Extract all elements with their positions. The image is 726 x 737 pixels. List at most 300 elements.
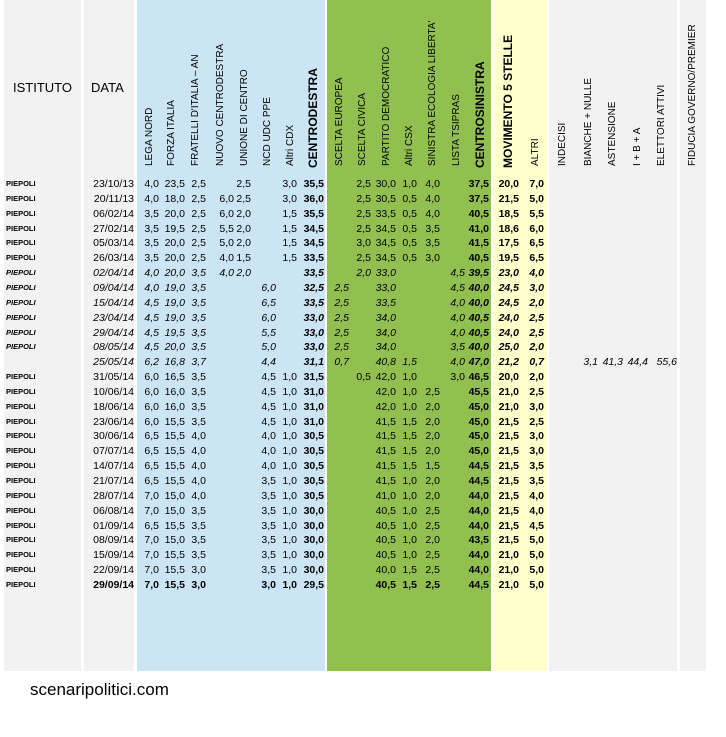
row-value: 19,5 xyxy=(164,326,185,339)
row-value: 7,0 xyxy=(144,504,159,517)
row-date: 26/03/14 xyxy=(93,252,134,265)
row-value: 45,0 xyxy=(468,400,489,413)
row-value: 21,5 xyxy=(498,192,519,205)
row-value: 6,0 xyxy=(219,192,234,205)
row-value: 15,5 xyxy=(164,445,185,458)
row-value: 21,0 xyxy=(498,549,519,562)
header-bianche-nulle: BIANCHE + NULLE xyxy=(583,77,594,166)
row-value: 2,5 xyxy=(334,281,349,294)
row-value: 45,5 xyxy=(468,385,489,398)
row-value: 41,0 xyxy=(468,222,489,235)
row-value: 4,0 xyxy=(450,326,465,339)
header-fratelli-italia: FRATELLI D'ITALIA – AN xyxy=(190,54,201,166)
row-value: 2,5 xyxy=(529,415,544,428)
row-value: 1,0 xyxy=(282,534,297,547)
row-value: 24,0 xyxy=(498,326,519,339)
row-value: 1,0 xyxy=(282,371,297,384)
row-value: 41,5 xyxy=(375,460,396,473)
row-value: 3,0 xyxy=(529,281,544,294)
row-value: 30,5 xyxy=(303,430,324,443)
header-centrodestra: CENTRODESTRA xyxy=(306,67,320,168)
row-date: 21/07/14 xyxy=(93,475,134,487)
row-value: 34,0 xyxy=(375,326,396,339)
header-data: DATA xyxy=(91,80,124,95)
row-value: 4,5 xyxy=(144,326,159,339)
row-value: 21,5 xyxy=(498,475,519,487)
header-unione-di-centro: UNIONE DI CENTRO xyxy=(239,69,250,166)
row-value: 30,5 xyxy=(303,475,324,487)
row-value: 30,5 xyxy=(375,192,396,205)
header-i-b-a: I + B + A xyxy=(632,127,643,166)
row-value: 1,0 xyxy=(402,534,417,547)
row-value: 6,5 xyxy=(144,519,159,532)
row-value: 3,5 xyxy=(191,341,206,354)
row-value: 15,5 xyxy=(164,519,185,532)
row-value: 1,5 xyxy=(282,237,297,250)
row-date: 06/08/14 xyxy=(93,504,134,517)
row-value: 3,5 xyxy=(191,400,206,413)
row-value: 40,0 xyxy=(375,564,396,577)
header-sel: SINISTRA ECOLOGIA LIBERTA' xyxy=(427,20,438,166)
row-value: 1,5 xyxy=(402,430,417,443)
row-value: 6,0 xyxy=(144,385,159,398)
row-value: 33,0 xyxy=(303,341,324,354)
row-date: 30/06/14 xyxy=(93,430,134,443)
row-value: 20,0 xyxy=(164,267,185,280)
row-value: 23,0 xyxy=(498,267,519,280)
row-value: 21,0 xyxy=(498,564,519,577)
row-value: 2,5 xyxy=(425,504,440,517)
row-date: 10/06/14 xyxy=(93,385,134,398)
row-value: 4,0 xyxy=(261,460,276,473)
row-value: 44,0 xyxy=(468,549,489,562)
row-value: 1,5 xyxy=(402,356,417,369)
row-value: 3,0 xyxy=(191,564,206,577)
row-value: 19,0 xyxy=(164,281,185,294)
row-value: 4,0 xyxy=(261,430,276,443)
row-value: 1,5 xyxy=(236,252,251,265)
row-value: 2,5 xyxy=(356,222,371,235)
row-value: 21,5 xyxy=(498,460,519,473)
row-value: 6,2 xyxy=(144,356,159,369)
row-value: 19,0 xyxy=(164,311,185,324)
row-date: 15/09/14 xyxy=(93,549,134,562)
row-value: 45,0 xyxy=(468,430,489,443)
row-value: 3,0 xyxy=(191,578,206,591)
row-value: 3,5 xyxy=(261,564,276,577)
row-value: 15,5 xyxy=(164,430,185,443)
row-value: 41,5 xyxy=(468,237,489,250)
row-value: 3,5 xyxy=(144,222,159,235)
row-value: 2,5 xyxy=(334,296,349,309)
row-value: 6,5 xyxy=(144,430,159,443)
row-date: 07/07/14 xyxy=(93,445,134,458)
row-value: 6,5 xyxy=(261,296,276,309)
row-value: 1,0 xyxy=(282,415,297,428)
row-value: 6,0 xyxy=(219,207,234,220)
row-value: 21,0 xyxy=(498,578,519,591)
row-value: 3,5 xyxy=(425,237,440,250)
header-centrosinistra: CENTROSINISTRA xyxy=(473,61,487,168)
row-value: 40,0 xyxy=(468,341,489,354)
row-value: 2,0 xyxy=(425,475,440,487)
row-value: 44,0 xyxy=(468,564,489,577)
row-value: 4,0 xyxy=(144,281,159,294)
row-value: 4,5 xyxy=(529,519,544,532)
row-value: 4,0 xyxy=(191,445,206,458)
row-date: 15/04/14 xyxy=(93,296,134,309)
row-value: 34,5 xyxy=(375,237,396,250)
row-value: 19,5 xyxy=(164,222,185,235)
row-value: 6,5 xyxy=(144,475,159,487)
row-value: 20,0 xyxy=(164,252,185,265)
row-value: 2,0 xyxy=(236,267,251,280)
row-value: 1,5 xyxy=(282,207,297,220)
row-value: 1,0 xyxy=(282,564,297,577)
row-value: 0,5 xyxy=(356,371,371,384)
row-value: 6,0 xyxy=(144,400,159,413)
row-value: 21,2 xyxy=(498,356,519,369)
row-value: 4,0 xyxy=(529,267,544,280)
row-value: 1,0 xyxy=(282,489,297,502)
header-nuovo-centrodestra: NUOVO CENTRODESTRA xyxy=(215,43,226,166)
row-value: 3,5 xyxy=(261,489,276,502)
row-value: 2,0 xyxy=(529,296,544,309)
row-value: 42,0 xyxy=(375,385,396,398)
row-value: 4,5 xyxy=(261,415,276,428)
row-value: 33,5 xyxy=(375,207,396,220)
row-value: 3,5 xyxy=(144,207,159,220)
row-value: 46,5 xyxy=(468,371,489,384)
row-value: 15,5 xyxy=(164,460,185,473)
row-value: 47,0 xyxy=(468,356,489,369)
row-value: 6,0 xyxy=(529,222,544,235)
row-value: 3,7 xyxy=(191,356,206,369)
row-value: 5,0 xyxy=(529,578,544,591)
row-date: 18/06/14 xyxy=(93,400,134,413)
row-value: 3,5 xyxy=(261,475,276,487)
row-value: 1,5 xyxy=(402,578,417,591)
row-value: 2,5 xyxy=(356,207,371,220)
row-value: 30,0 xyxy=(303,504,324,517)
row-value: 2,0 xyxy=(425,430,440,443)
row-value: 2,0 xyxy=(425,415,440,428)
row-value: 1,0 xyxy=(402,504,417,517)
row-value: 1,0 xyxy=(402,385,417,398)
row-value: 41,0 xyxy=(375,489,396,502)
row-value: 5,0 xyxy=(529,564,544,577)
row-date: 25/05/14 xyxy=(93,356,134,369)
row-value: 3,5 xyxy=(191,267,206,280)
row-value: 6,5 xyxy=(529,252,544,265)
row-date: 08/05/14 xyxy=(93,341,134,354)
row-value: 1,0 xyxy=(282,400,297,413)
row-value: 16,0 xyxy=(164,400,185,413)
row-value: 21,5 xyxy=(498,519,519,532)
row-value: 21,5 xyxy=(498,504,519,517)
row-value: 3,0 xyxy=(529,445,544,458)
row-value: 42,0 xyxy=(375,400,396,413)
row-date: 09/04/14 xyxy=(93,281,134,294)
row-value: 0,5 xyxy=(402,252,417,265)
row-value: 43,5 xyxy=(468,534,489,547)
row-value: 44,0 xyxy=(468,489,489,502)
row-value: 1,0 xyxy=(282,385,297,398)
row-value: 7,0 xyxy=(144,564,159,577)
row-value: 21,5 xyxy=(498,415,519,428)
row-value: 34,0 xyxy=(375,311,396,324)
row-value: 3,0 xyxy=(425,252,440,265)
row-value: 3,0 xyxy=(282,192,297,205)
row-value: 24,0 xyxy=(498,311,519,324)
row-value: 0,7 xyxy=(334,356,349,369)
row-value: 40,5 xyxy=(468,311,489,324)
row-value: 34,5 xyxy=(303,222,324,235)
row-istituto: PIEPOLI xyxy=(6,327,36,337)
row-value: 4,5 xyxy=(261,385,276,398)
row-value: 2,0 xyxy=(425,445,440,458)
row-istituto: PIEPOLI xyxy=(6,520,36,530)
row-istituto: PIEPOLI xyxy=(6,297,36,307)
row-value: 34,5 xyxy=(375,222,396,235)
row-value: 40,5 xyxy=(375,549,396,562)
row-istituto: PIEPOLI xyxy=(6,223,36,233)
row-value: 2,5 xyxy=(529,326,544,339)
row-value: 15,5 xyxy=(164,578,185,591)
row-value: 3,5 xyxy=(529,460,544,473)
row-value: 21,0 xyxy=(498,385,519,398)
row-value: 4,0 xyxy=(529,504,544,517)
header-partito-democratico: PARTITO DEMOCRATICO xyxy=(381,46,392,166)
row-value: 3,5 xyxy=(261,519,276,532)
row-value: 2,5 xyxy=(236,192,251,205)
row-value: 2,0 xyxy=(236,222,251,235)
header-istituto: ISTITUTO xyxy=(13,80,72,95)
row-value: 4,0 xyxy=(450,356,465,369)
row-value: 0,5 xyxy=(402,192,417,205)
row-istituto: PIEPOLI xyxy=(6,386,36,396)
row-istituto: PIEPOLI xyxy=(6,238,36,248)
row-value: 2,0 xyxy=(425,489,440,502)
row-value: 3,5 xyxy=(191,385,206,398)
row-value: 1,0 xyxy=(282,549,297,562)
row-value: 4,5 xyxy=(144,296,159,309)
row-value: 1,0 xyxy=(402,371,417,384)
row-value: 20,0 xyxy=(498,371,519,384)
row-value: 2,5 xyxy=(334,341,349,354)
row-value: 31,0 xyxy=(303,385,324,398)
row-date: 05/03/14 xyxy=(93,237,134,250)
row-value: 20,0 xyxy=(164,237,185,250)
row-value: 37,5 xyxy=(468,192,489,205)
row-value: 1,0 xyxy=(282,475,297,487)
row-value: 44,0 xyxy=(468,519,489,532)
row-value: 5,5 xyxy=(261,326,276,339)
row-value: 40,5 xyxy=(468,252,489,265)
row-date: 20/11/13 xyxy=(93,192,134,205)
row-value: 20,0 xyxy=(164,207,185,220)
row-value: 1,5 xyxy=(402,445,417,458)
row-value: 31,0 xyxy=(303,415,324,428)
row-value: 4,0 xyxy=(425,192,440,205)
row-value: 41,5 xyxy=(375,475,396,487)
row-value: 15,5 xyxy=(164,564,185,577)
header-lista-tsipras: LISTA TSIPRAS xyxy=(451,94,462,166)
row-value: 4,0 xyxy=(425,207,440,220)
row-date: 28/07/14 xyxy=(93,489,134,502)
row-value: 4,5 xyxy=(261,400,276,413)
row-value: 2,5 xyxy=(191,178,206,190)
row-value: 33,5 xyxy=(375,296,396,309)
row-value: 44,5 xyxy=(468,475,489,487)
row-value: 1,0 xyxy=(402,400,417,413)
row-value: 44,5 xyxy=(468,578,489,591)
row-value: 4,0 xyxy=(144,267,159,280)
row-value: 3,5 xyxy=(450,341,465,354)
row-value: 40,5 xyxy=(375,578,396,591)
row-value: 4,0 xyxy=(529,489,544,502)
row-value: 19,0 xyxy=(164,296,185,309)
row-istituto: PIEPOLI xyxy=(6,312,36,322)
row-value: 0,5 xyxy=(402,222,417,235)
row-value: 7,0 xyxy=(144,534,159,547)
row-value: 7,0 xyxy=(144,489,159,502)
row-value: 7,0 xyxy=(144,549,159,562)
row-value: 4,0 xyxy=(450,311,465,324)
row-value: 20,0 xyxy=(498,178,519,190)
row-value: 0,5 xyxy=(402,237,417,250)
row-value: 4,0 xyxy=(191,430,206,443)
row-value: 40,5 xyxy=(375,534,396,547)
row-value: 19,5 xyxy=(498,252,519,265)
row-value: 5,0 xyxy=(261,341,276,354)
row-date: 31/05/14 xyxy=(93,371,134,384)
row-value: 4,5 xyxy=(450,281,465,294)
row-value: 40,0 xyxy=(468,296,489,309)
row-value: 3,5 xyxy=(144,237,159,250)
row-value: 4,5 xyxy=(261,371,276,384)
row-value: 3,0 xyxy=(450,371,465,384)
row-value: 2,5 xyxy=(334,311,349,324)
row-value: 3,5 xyxy=(425,222,440,235)
row-istituto: PIEPOLI xyxy=(6,268,36,278)
row-value: 40,5 xyxy=(375,504,396,517)
row-value: 18,5 xyxy=(498,207,519,220)
row-value: 2,5 xyxy=(334,326,349,339)
row-date: 29/04/14 xyxy=(93,326,134,339)
row-date: 14/07/14 xyxy=(93,460,134,473)
row-value: 2,5 xyxy=(529,311,544,324)
row-value: 34,5 xyxy=(375,252,396,265)
row-value: 3,5 xyxy=(191,534,206,547)
row-value: 41,3 xyxy=(602,356,623,369)
row-value: 30,0 xyxy=(303,534,324,547)
header-altri-cdx: Altri CDX xyxy=(285,124,296,166)
row-value: 35,5 xyxy=(303,207,324,220)
row-istituto: PIEPOLI xyxy=(6,446,36,456)
row-value: 2,0 xyxy=(236,237,251,250)
row-value: 3,0 xyxy=(282,178,297,190)
row-value: 5,0 xyxy=(529,549,544,562)
row-value: 18,0 xyxy=(164,192,185,205)
row-value: 1,5 xyxy=(282,222,297,235)
header-astensione: ASTENSIONE xyxy=(607,101,618,166)
row-value: 30,0 xyxy=(303,549,324,562)
header-ncd-udc-ppe: NCD UDC PPE xyxy=(262,97,273,166)
header-m5s: MOVIMENTO 5 STELLE xyxy=(501,34,515,168)
row-date: 23/06/14 xyxy=(93,415,134,428)
row-value: 15,5 xyxy=(164,475,185,487)
row-value: 5,0 xyxy=(529,534,544,547)
row-value: 4,0 xyxy=(191,475,206,487)
row-value: 18,6 xyxy=(498,222,519,235)
row-istituto: PIEPOLI xyxy=(6,179,36,188)
row-value: 15,0 xyxy=(164,534,185,547)
row-value: 33,0 xyxy=(375,267,396,280)
row-istituto: PIEPOLI xyxy=(6,431,36,441)
row-value: 6,0 xyxy=(261,281,276,294)
row-value: 30,5 xyxy=(303,445,324,458)
row-value: 21,5 xyxy=(498,430,519,443)
row-value: 2,5 xyxy=(425,519,440,532)
row-value: 6,5 xyxy=(144,460,159,473)
row-istituto: PIEPOLI xyxy=(6,193,36,203)
row-value: 3,0 xyxy=(529,400,544,413)
row-value: 3,5 xyxy=(191,311,206,324)
row-value: 4,0 xyxy=(219,252,234,265)
row-value: 20,0 xyxy=(164,341,185,354)
row-value: 2,5 xyxy=(236,178,251,190)
row-value: 34,5 xyxy=(303,237,324,250)
row-value: 32,5 xyxy=(303,281,324,294)
row-value: 6,5 xyxy=(144,445,159,458)
row-value: 2,5 xyxy=(191,222,206,235)
row-value: 1,0 xyxy=(402,519,417,532)
row-value: 3,1 xyxy=(583,356,598,369)
row-value: 2,0 xyxy=(425,534,440,547)
row-value: 16,8 xyxy=(164,356,185,369)
row-value: 40,5 xyxy=(468,326,489,339)
row-value: 24,5 xyxy=(498,296,519,309)
row-value: 41,5 xyxy=(375,430,396,443)
row-value: 44,0 xyxy=(468,504,489,517)
row-date: 01/09/14 xyxy=(93,519,134,532)
row-value: 5,0 xyxy=(529,192,544,205)
row-value: 15,0 xyxy=(164,489,185,502)
row-istituto: PIEPOLI xyxy=(6,565,36,575)
row-date: 23/04/14 xyxy=(93,311,134,324)
row-value: 21,5 xyxy=(498,534,519,547)
row-value: 5,5 xyxy=(529,207,544,220)
row-value: 4,0 xyxy=(450,296,465,309)
row-value: 33,0 xyxy=(303,326,324,339)
row-value: 41,5 xyxy=(375,415,396,428)
row-istituto: PIEPOLI xyxy=(6,461,36,471)
row-value: 1,0 xyxy=(282,578,297,591)
row-value: 33,5 xyxy=(303,296,324,309)
row-value: 5,5 xyxy=(219,222,234,235)
row-value: 4,4 xyxy=(261,356,276,369)
row-value: 16,5 xyxy=(164,371,185,384)
row-value: 3,5 xyxy=(191,281,206,294)
row-value: 3,5 xyxy=(191,415,206,428)
row-value: 35,5 xyxy=(303,178,324,190)
row-value: 0,5 xyxy=(402,207,417,220)
row-istituto: PIEPOLI xyxy=(6,535,36,545)
row-value: 3,5 xyxy=(144,252,159,265)
row-value: 6,5 xyxy=(529,237,544,250)
row-value: 1,5 xyxy=(425,460,440,473)
